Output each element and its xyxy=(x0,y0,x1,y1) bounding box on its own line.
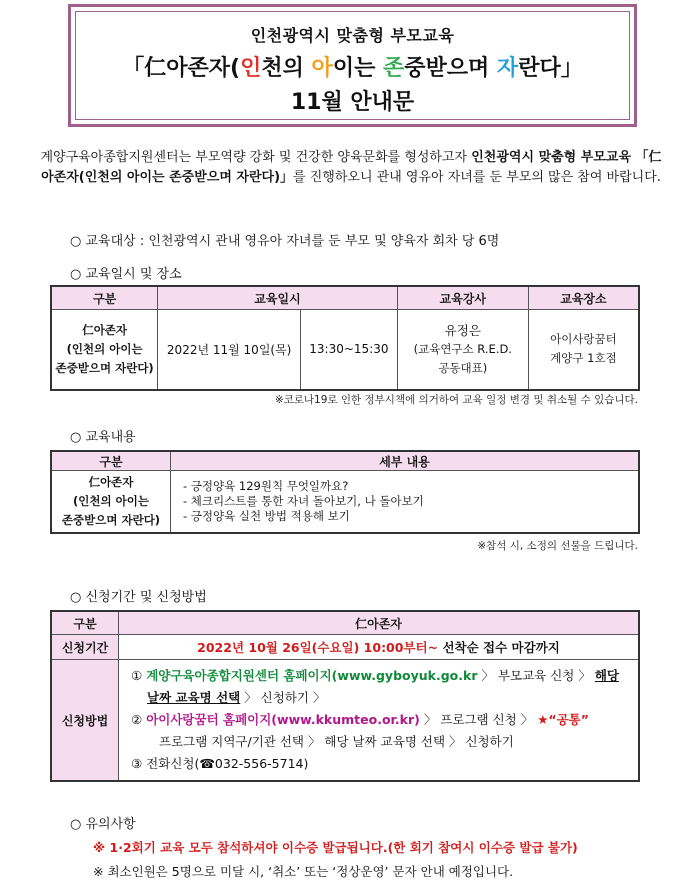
content-item: - 긍정양육 실천 방법 적용해 보기 xyxy=(183,508,350,523)
intro-bold: 인천광역시 맞춤형 부모교육 「仁아존자(인천의 아이는 존중받으며 자란다)」 xyxy=(41,150,662,185)
notice-heading: ○ 유의사항 xyxy=(70,817,136,832)
method-2-site[interactable]: 아이사랑꿈터 홈페이지(www.kkumteo.or.kr) xyxy=(146,712,420,727)
method-2-line2: 프로그램 지역구/기관 선택 〉 해당 날짜 교육명 선택 〉 신청하기 xyxy=(159,734,514,749)
place-line: 계양구 1호점 xyxy=(550,351,617,366)
schedule-instructor xyxy=(397,310,528,390)
content-note: ※참석 시, 소정의 선물을 드립니다. xyxy=(477,540,638,552)
apply-methods xyxy=(119,660,640,782)
content-item: - 체크리스트를 통한 자녀 돌아보기, 나 돌아보기 xyxy=(183,493,424,508)
title-inner-border xyxy=(75,11,630,120)
method-1-underline: 날짜 교육명 선택 xyxy=(147,690,241,705)
target-line: ○ 교육대상 : 인천광역시 관내 영유아 자녀를 둔 부모 및 양육자 회차 당 6명 xyxy=(70,234,500,249)
intro-paragraph xyxy=(40,148,662,188)
intro-part1: 계양구육아종합지원센터는 부모역량 강화 및 건강한 양육문화를 형성하고자 xyxy=(40,150,472,165)
instructor-line: (교육연구소 R.E.D. xyxy=(413,341,512,356)
schedule-note: ※코로나19로 인한 정부시책에 의거하여 교육 일정 변경 및 취소될 수 있습니다. xyxy=(274,394,638,406)
method-1-num: ① xyxy=(131,668,143,683)
intro-part2: 를 진행하오니 관내 영유아 자녀를 둔 부모의 많은 참여 바랍니다. xyxy=(293,170,661,185)
title-char-in: 인 xyxy=(240,56,262,81)
method-1-tail: 〉 신청하기 〉 xyxy=(240,690,326,705)
title-char-ja: 자 xyxy=(496,56,519,81)
title-part: 천의 xyxy=(261,56,312,81)
title-line3: 11월 안내문 xyxy=(290,90,415,115)
content-table xyxy=(50,450,640,534)
title-box xyxy=(68,4,637,127)
schedule-time: 13:30~15:30 xyxy=(301,310,398,390)
title-part: 이는 xyxy=(332,56,383,81)
schedule-header: 교육장소 xyxy=(528,286,639,310)
method-2-line1 xyxy=(131,709,632,731)
schedule-header: 교육강사 xyxy=(397,286,528,310)
title-line2 xyxy=(76,51,629,82)
method-1-line1 xyxy=(131,665,632,687)
schedule-table xyxy=(50,285,640,391)
title-part: 란다」 xyxy=(518,56,583,81)
instructor-line: 유정은 xyxy=(444,322,481,338)
content-header: 구분 xyxy=(51,451,171,471)
apply-period-rest: 선착순 접수 마감까지 xyxy=(438,640,560,655)
method-2-path: 〉 프로그램 신청 〉 xyxy=(419,712,538,727)
apply-method-label: 신청방법 xyxy=(51,660,119,782)
schedule-date: 2022년 11월 10일(목) xyxy=(158,310,301,390)
apply-header: 仁아존자 xyxy=(119,611,640,635)
program-line: (인천의 아이는 xyxy=(73,493,149,508)
place-line: 아이사랑꿈터 xyxy=(550,332,617,347)
apply-period xyxy=(119,635,640,660)
apply-period-date: 2022년 10월 26일(수요일) 10:00부터~ xyxy=(197,640,439,655)
schedule-heading: ○ 교육일시 및 장소 xyxy=(70,267,182,282)
notice-line2: ※ 최소인원은 5명으로 미달 시, ‘취소’ 또는 ‘정상운영’ 문자 안내 예정입니다. xyxy=(93,864,514,879)
apply-heading: ○ 신청기간 및 신청방법 xyxy=(70,590,207,605)
instructor-line: 공동대표) xyxy=(438,360,488,375)
content-program xyxy=(51,471,171,533)
method-1-line2 xyxy=(131,687,632,709)
notice-line1: ※ 1·2회기 교육 모두 참석하셔야 이수증 발급됩니다.(한 회기 참여시 이수증 발급 불가) xyxy=(93,840,578,855)
schedule-header: 구분 xyxy=(51,286,158,310)
apply-header: 구분 xyxy=(51,611,119,635)
apply-table xyxy=(50,610,640,782)
method-3: ③ 전화신청(☎032-556-5714) xyxy=(131,756,309,771)
title-part: 「仁아존자( xyxy=(122,56,241,81)
method-1-underline: 해당 xyxy=(594,668,619,683)
content-heading: ○ 교육내용 xyxy=(70,430,136,445)
method-1-site[interactable]: 계양구육아종합지원센터 홈페이지(www.gyboyuk.go.kr xyxy=(146,668,478,683)
schedule-header: 교육일시 xyxy=(158,286,397,310)
program-line: 존중받으며 자란다) xyxy=(61,512,161,527)
program-line: (인천의 아이는 xyxy=(66,341,143,356)
schedule-place xyxy=(528,310,639,390)
title-char-a: 아 xyxy=(311,56,333,81)
apply-period-label: 신청기간 xyxy=(51,635,119,660)
method-2-num: ② xyxy=(131,712,143,727)
title-part: 중받으며 xyxy=(404,56,497,81)
method-1-path: 〉 부모교육 신청 〉 xyxy=(477,668,591,683)
program-line: 존중받으며 자란다) xyxy=(55,360,154,375)
content-item: - 긍정양육 129원칙 무엇일까요? xyxy=(183,478,349,493)
content-items xyxy=(171,471,640,533)
program-line: 仁아존자 xyxy=(88,474,134,489)
program-line: 仁아존자 xyxy=(82,322,128,337)
method-2-common: ★“공통” xyxy=(537,712,589,727)
schedule-program xyxy=(51,310,158,390)
content-header: 세부 내용 xyxy=(171,451,640,471)
title-line1: 인천광역시 맞춤형 부모교육 xyxy=(250,26,455,45)
title-char-jon: 존 xyxy=(382,56,405,81)
